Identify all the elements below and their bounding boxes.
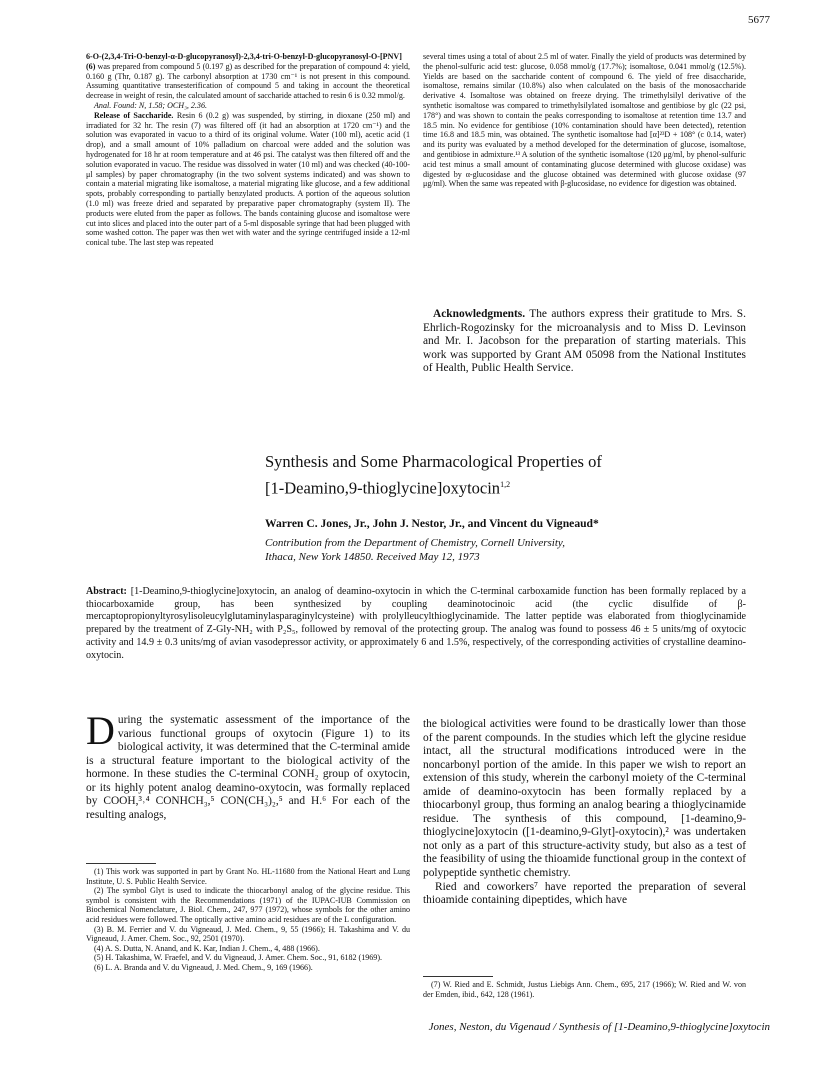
body-left-column [86,708,410,822]
affiliation-line-2: Ithaca, New York 14850. Received May 12, 1973 [265,551,480,563]
footnote-4: (4) A. S. Dutta, N. Anand, and K. Kar, Indian J. Chem., 4, 488 (1966). [94,943,320,953]
intro-paragraph: uring the systematic assessment of the importance of the various functional groups of oxytocin (Figure 1) to its biological activity, it was determined that the C-terminal amide is a structural feature important to the biological activity of the hormone. In these studies the C-terminal CONH₂ group of oxytocin, or its highly potent analog deamino-oxytocin, was formally replaced by COOH,³˒⁴ CONHCH₃,⁵ CON(CH₃)₂,⁵ and H.⁶ For each of the resulting analogs, [86,714,410,821]
continuation-paragraph: several times using a total of about 2.5 ml of water. Finally the yield of products was determined by the phenol-sulfuric acid test: glucose, 0.058 mmol/g (17.7%); isomaltose, 0.041 mmol/g (12.5%). Yields are based on the saccharide content of compound 6. The yield of free disaccharide, isomaltose, remains similar (10.8%) also when calculated on the basis of the monosaccharide derivative 4. Isomaltose was obtained on freeze drying. The trimethylsilyl derivative of the synthetic isomaltose was compared to trimethylsilylated isomaltose and gentibiose by glc (22 psi, 178°) and was shown to contain the peaks corresponding to isomaltose at retention time 13.7 and 18.5 min. No evidence for gentibiose (10% contamination should have been detected), retention time 16.8 and 18.5 min, was obtained. The synthetic isomaltose had [α]²³D + 108° (c 0.14, water) and its purity was evaluated by a method developed for the determination of glucose, isomaltose, and gentibiose in admixture.¹³ A solution of the synthetic isomaltose (120 μg/ml, by phenol-sulfuric acid test minus a small amount of contaminating glucose determined with glucose oxidase) was digested by α-glucosidase and the glucose obtained was determined with glucose oxidase (97 μg/ml). When the same was repeated with β-glucosidase, no evidence for digestion was obtained. [423,52,746,189]
footnotes-left [86,867,410,973]
compound-6-text: was prepared from compound 5 (0.197 g) as described for the preparation of compound 4: yield, 0.160 g (Thr, 0.187 g). The carbonyl absorption at 1730 cm⁻¹ is not present in this compound. Assuming quantitative transesterification of compound 5 and taking in account the theoretical decrease in weight of resin, the calculated amount of saccharide attached to resin 6 is 0.32 mmol/g. [86,61,410,101]
running-footer: Jones, Neston, du Vigenaud / Synthesis of [1-Deamino,9-thioglycine]oxytocin [428,1021,770,1033]
footnote-6: (6) L. A. Branda and V. du Vigneaud, J. Med. Chem., 9, 169 (1966). [94,962,313,972]
compound-6-heading: 6-O-(2,3,4-Tri-O-benzyl-α-D-glucopyranosyl)-2,3,4-tri-O-benzyl-D-glucopyranosyl-O-[PNV] (6) [86,52,402,71]
article-title [265,450,725,500]
footnotes-right [423,980,746,999]
release-paragraph [86,111,410,248]
footnote-rule-left [86,863,156,864]
abstract-text: [1-Deamino,9-thioglycine]oxytocin, an analog of deamino-oxytocin in which the C-terminal carboxamide function has been formally replaced by a thiocarboxamide group, has been synthesized by coupling deaminotocinoic acid (the cyclic disulfide of β-mercaptopropionyltyrosylisoleucylglutaminylasparaginylcysteine) with prolylleucylthioglycinamide. The latter peptide was elaborated from thioglycinamide prepared by the treatment of Z-Gly-NH₂ with P₂S₅, followed by removal of the protecting group. The analog was found to possess 46 ± 5 units/mg of oxytocic activity and 14.9 ± 0.3 units/mg of avian vasodepressor activity, or approximately 6 and 1.5%, respectively, of the corresponding activities of crystalline deamino-oxytocin. [86,586,746,661]
anal-line: Anal. Found: N, 1.58; OCH₃, 2.36. [94,100,207,110]
footnote-rule-right [423,976,493,977]
release-text: Resin 6 (0.2 g) was suspended, by stirring, in dioxane (250 ml) and irradiated for 32 hr. The resin (7) was filtered off (it had an absorption at 1720 cm⁻¹) and the solution was evaporated in vacuo to a third of its original volume. Water (100 ml), acetic acid (1 drop), and a small amount of 10% palladium on charcoal were added and the solution was hydrogenated for 18 hr at room temperature and at 46 psi. The catalyst was then filtered off and the solution evaporated in vacuo. The residue was dissolved in water (10 ml) and was checked (40-100-μl samples) by paper chromatography (in the two solvent systems indicated) and was shown to contain a material migrating like isomaltose, a material migrating like glucose, and a few additional spots, probably corresponding to partially benzylated products. A portion of the aqueous solution (1.0 ml) was freeze dried and separated by preparative paper chromatography (system II). The products were eluted from the paper as follows. The bands containing glucose and isomaltose were cut into slices and placed into the outer part of a 5-ml disposable syringe that had been plugged with some washed cotton. The paper was then wet with water and the syringe centrifuged inside a 12-ml conical tube. The last step was repeated [86,110,411,248]
authors: Warren C. Jones, Jr., John J. Nestor, Jr., and Vincent du Vigneaud* [265,517,599,530]
body-paragraph-2: Ried and coworkers⁷ have reported the preparation of several thioamide containing dipeptides, which have [423,880,746,907]
footnote-2: (2) The symbol Glyt is used to indicate the thiocarbonyl analog of the glycine residue. This symbol is consistent with the Recommendations (1971) of the IUPAC-IUB Commission on Biochemical Nomenclature, J. Biol. Chem., 247, 977 (1972), whose symbols for the other amino acid residues were followed. The optically active amino acid residues are of the L configuration. [86,886,410,924]
affiliation [265,536,745,564]
abstract [86,586,746,662]
abstract-label: Abstract: [86,586,127,597]
right-column-top [423,52,746,189]
title-footnote-marks: 1,2 [500,480,511,489]
compound-6-paragraph [86,52,410,101]
body-right-column [423,718,746,908]
left-column-top [86,52,410,248]
footnote-5: (5) H. Takashima, W. Fraefel, and V. du Vigneaud, J. Amer. Chem. Soc., 91, 6182 (1969). [94,953,383,963]
title-line-1: Synthesis and Some Pharmacological Properties of [265,452,602,471]
title-line-2: [1-Deamino,9-thioglycine]oxytocin [265,478,501,498]
acknowledgments [423,308,746,376]
affiliation-line-1: Contribution from the Department of Chemistry, Cornell University, [265,537,565,549]
body-paragraph-1: the biological activities were found to be drastically lower than those of the parent compounds. In the studies which left the glycine residue intact, all the structural modifications introduced were in the noncarbonyl portion of the amide. In this paper we wish to report an extension of this study, wherein the carbonyl moiety of the C-terminal amide of deamino-oxytocin has been formally replaced by a thiocarbonyl group, thus forming an analog bearing a thioglycinamide residue. The synthesis of this compound, [1-deamino,9-thioglycine]oxytocin ([1-deamino,9-Glyt]-oxytocin),² was undertaken not only as a part of this structure-activity study, but also as a test of the feasibility of using the thioamide functional group in the context of polypeptide synthetic chemistry. [423,718,746,880]
release-heading: Release of Saccharide. [94,110,174,120]
page-number: 5677 [748,14,770,26]
ack-heading: Acknowledgments. [433,308,526,320]
ack-text: The authors express their gratitude to Mrs. S. Ehrlich-Rogozinsky for the microanalysis and to Miss D. Levinson and Mr. I. Jacobson for the preparation of starting materials. This work was supported by Grant AM 05098 from the National Institutes of Health, Public Health Service. [423,308,746,375]
dropcap: D [86,708,115,753]
footnote-1: (1) This work was supported in part by Grant No. HL-11680 from the National Heart and Lung Institute, U. S. Public Health Service. [86,867,410,886]
footnote-3: (3) B. M. Ferrier and V. du Vigneaud, J. Med. Chem., 9, 55 (1966); H. Takashima and V. du Vigneaud, J. Amer. Chem. Soc., 92, 2501 (1970). [86,924,410,944]
footnote-7: (7) W. Ried and E. Schmidt, Justus Liebigs Ann. Chem., 695, 217 (1966); W. Ried and W. von der Emden, ibid., 642, 128 (1961). [423,980,746,999]
